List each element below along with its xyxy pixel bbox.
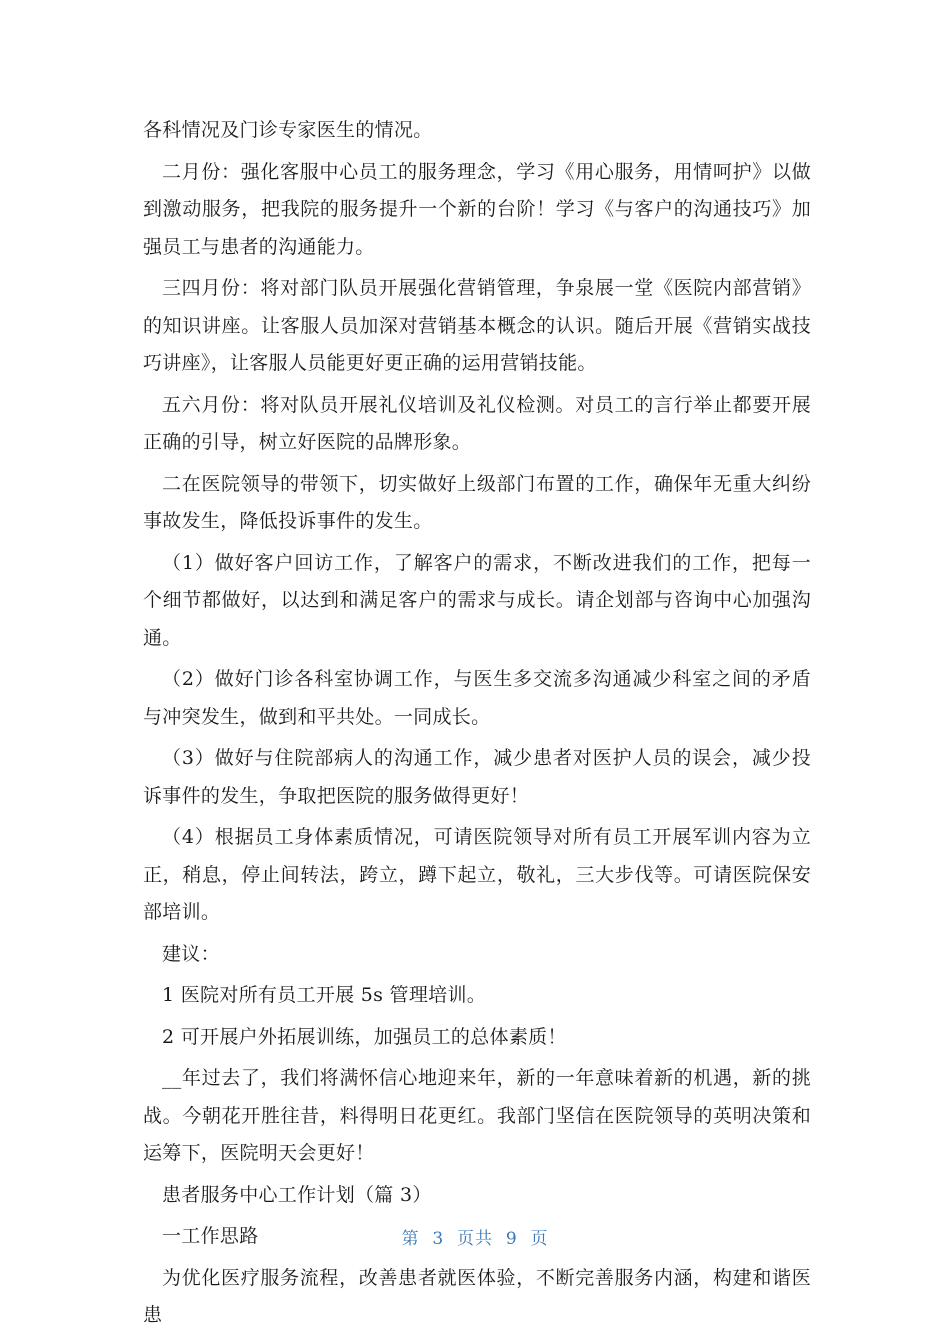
paragraph: 二月份：强化客服中心员工的服务理念，学习《用心服务，用情呵护》以做到激动服务，把我院的服务提升一个新的台阶！学习《与客户的沟通技巧》加强员工与患者的沟通能力。 [143,160,811,258]
total-pages-number: 9 [505,1229,518,1249]
paragraph: __年过去了，我们将满怀信心地迎来年，新的一年意味着新的机遇，新的挑战。今朝花开胜往昔，料得明日花更红。我部门坚信在医院领导的英明决策和运筹下，医院明天会更好！ [143,1067,811,1164]
footer-suffix: 页 [530,1229,549,1249]
document-body [143,112,811,1339]
paragraph: 三四月份：将对部门队员开展强化营销管理，争泉展一堂《医院内部营销》的知识讲座。让客服人员加深对营销基本概念的认识。随后开展《营销实战技巧讲座》，让客服人员能更好更正确的运用营销技能。 [143,277,811,374]
current-page-number: 3 [432,1229,445,1249]
footer-middle: 页共 [457,1229,493,1249]
paragraph: （1）做好客户回访工作，了解客户的需求，不断改进我们的工作，把每一个细节都做好，以达到和满足客户的需求与成长。请企划部与咨询中心加强沟通。 [143,551,811,649]
footer-prefix: 第 [401,1229,420,1249]
section-title: 患者服务中心工作计划（篇 3） [162,1183,432,1206]
paragraph: 各科情况及门诊专家医生的情况。 [143,119,433,141]
paragraph: 二在医院领导的带领下，切实做好上级部门布置的工作，确保年无重大纠纷事故发生，降低投诉事件的发生。 [143,472,811,532]
paragraph: 五六月份：将对队员开展礼仪培训及礼仪检测。对员工的言行举止都要开展正确的引导，树立好医院的品牌形象。 [143,393,811,453]
paragraph: 建议： [162,942,220,965]
paragraph: （2）做好门诊各科室协调工作，与医生多交流多沟通减少科室之间的矛盾与冲突发生，做到和平共处。一同成长。 [143,668,811,728]
paragraph: 为优化医疗服务流程，改善患者就医体验，不断完善服务内涵，构建和谐医患 [143,1266,811,1326]
paragraph: （4）根据员工身体素质情况，可请医院领导对所有员工开展军训内容为立正，稍息，停止间转法，跨立，蹲下起立，敬礼，三大步伐等。可请医院保安部培训。 [143,826,811,923]
subsection-heading: 一工作思路 [162,1225,259,1247]
paragraph: （3）做好与住院部病人的沟通工作，减少患者对医护人员的误会，减少投诉事件的发生，争取把医院的服务做得更好！ [143,747,811,807]
paragraph: 1 医院对所有员工开展 5s 管理培训。 [162,984,487,1006]
paragraph: 2 可开展户外拓展训练，加强员工的总体素质！ [162,1025,567,1048]
page-footer [0,1224,950,1249]
